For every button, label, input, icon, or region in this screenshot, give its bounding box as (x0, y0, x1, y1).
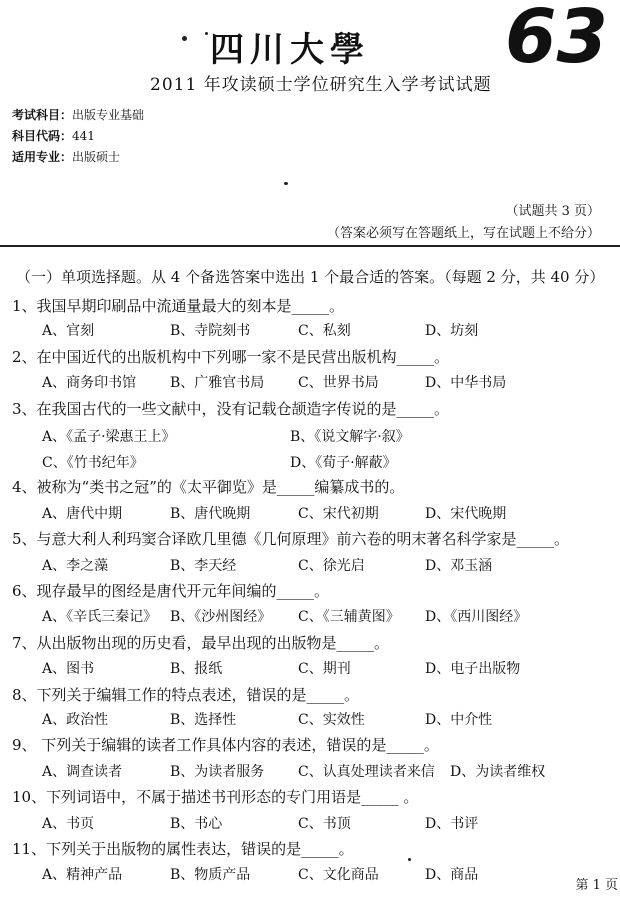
meta-label: 科目代码： (12, 129, 73, 143)
option: D、为读者维权 (450, 764, 546, 780)
option: A、唐代中期 (42, 506, 123, 522)
option: C、私刻 (298, 323, 351, 339)
meta-value: 出版硕士 (72, 150, 121, 164)
option: A、《辛氏三秦记》 (42, 609, 158, 625)
ink-speck (182, 36, 187, 41)
option: B、书心 (170, 816, 223, 832)
option: A、政治性 (42, 712, 109, 728)
option: B、广雅官书局 (170, 375, 265, 391)
option: D、宋代晚期 (425, 506, 507, 522)
option: A、调查读者 (42, 764, 123, 780)
option: C、期刊 (298, 661, 351, 677)
question-stem: 11、下列关于出版物的属性表达，错误的是_____。 (12, 840, 354, 858)
option: D、电子出版物 (425, 661, 521, 677)
option: C、《竹书纪年》 (42, 455, 144, 471)
option: A、《孟子·梁惠王上》 (42, 429, 176, 445)
option: C、书顶 (298, 816, 351, 832)
ink-speck (284, 182, 288, 185)
question-stem: 6、现存最早的图经是唐代开元年间编的_____。 (12, 582, 330, 600)
question-stem: 3、在我国古代的一些文献中，没有记载仓颉造字传说的是_____。 (12, 400, 450, 418)
option: D、中华书局 (425, 375, 507, 391)
option: A、李之藻 (42, 558, 109, 574)
question-stem: 8、下列关于编辑工作的特点表述，错误的是_____。 (12, 686, 360, 704)
option: B、《说文解字·叙》 (290, 429, 410, 445)
meta-code (12, 127, 95, 144)
exam-title: 2011 年攻读硕士学位研究生入学考试试题 (150, 75, 492, 95)
option: B、李天经 (170, 558, 237, 574)
option: A、书页 (42, 816, 95, 832)
option: B、唐代晚期 (170, 506, 251, 522)
option: D、坊刻 (425, 323, 479, 339)
question-stem: 1、我国早期印刷品中流通量最大的刻本是_____。 (12, 297, 345, 315)
meta-value: 441 (72, 129, 95, 143)
university-logo: 四川大學 (210, 30, 370, 70)
option: C、文化商品 (298, 867, 379, 883)
option: B、选择性 (170, 712, 237, 728)
section-title: （一）单项选择题。从 4 个备选答案中选出 1 个最合适的答案。（每题 2 分，共 40 分） (16, 268, 605, 286)
option: C、宋代初期 (298, 506, 379, 522)
option: D、商品 (425, 867, 479, 883)
meta-major (12, 148, 120, 165)
option: D、邓玉涵 (425, 558, 493, 574)
option: C、认真处理读者来信 (298, 764, 435, 780)
divider (0, 245, 620, 247)
option: C、《三辅黄图》 (298, 609, 400, 625)
option: A、图书 (42, 661, 95, 677)
question-stem: 5、与意大利人利玛窦合译欧几里德《几何原理》前六卷的明末著名科学家是_____。 (12, 530, 570, 548)
option: D、书评 (425, 816, 479, 832)
option: B、报纸 (170, 661, 223, 677)
option: D、《西川图经》 (425, 609, 528, 625)
page-number: 第 1 页 (573, 874, 620, 893)
ink-speck (408, 858, 411, 861)
option: A、商务印书馆 (42, 375, 137, 391)
option: B、寺院刻书 (170, 323, 251, 339)
question-stem: 10、下列词语中，不属于描述书刊形态的专门用语是_____ 。 (12, 788, 419, 806)
page-count: （试题共 3 页） (505, 204, 600, 219)
option: D、《荀子·解蔽》 (290, 455, 397, 471)
question-stem: 7、从出版物出现的历史看，最早出现的出版物是_____。 (12, 634, 390, 652)
question-stem: 4、被称为“类书之冠”的《太平御览》是_____编纂成书的。 (12, 478, 405, 496)
option: C、世界书局 (298, 375, 379, 391)
option: A、官刻 (42, 323, 95, 339)
option: B、物质产品 (170, 867, 251, 883)
meta-subject (12, 106, 144, 123)
answer-note: （答案必须写在答题纸上，写在试题上不给分） (326, 226, 600, 241)
option: C、徐光启 (298, 558, 365, 574)
handwritten-number: 63 (505, 0, 608, 80)
option: D、中介性 (425, 712, 493, 728)
question-stem: 9、 下列关于编辑的读者工作具体内容的表述，错误的是_____。 (12, 736, 439, 754)
meta-value: 出版专业基础 (72, 108, 145, 122)
question-stem: 2、在中国近代的出版机构中下列哪一家不是民营出版机构_____。 (12, 348, 450, 366)
meta-label: 考试科目： (12, 108, 73, 122)
option: A、精神产品 (42, 867, 123, 883)
option: C、实效性 (298, 712, 365, 728)
option: B、《沙州图经》 (170, 609, 272, 625)
ink-speck (205, 32, 208, 35)
option: B、为读者服务 (170, 764, 265, 780)
meta-label: 适用专业： (12, 150, 73, 164)
